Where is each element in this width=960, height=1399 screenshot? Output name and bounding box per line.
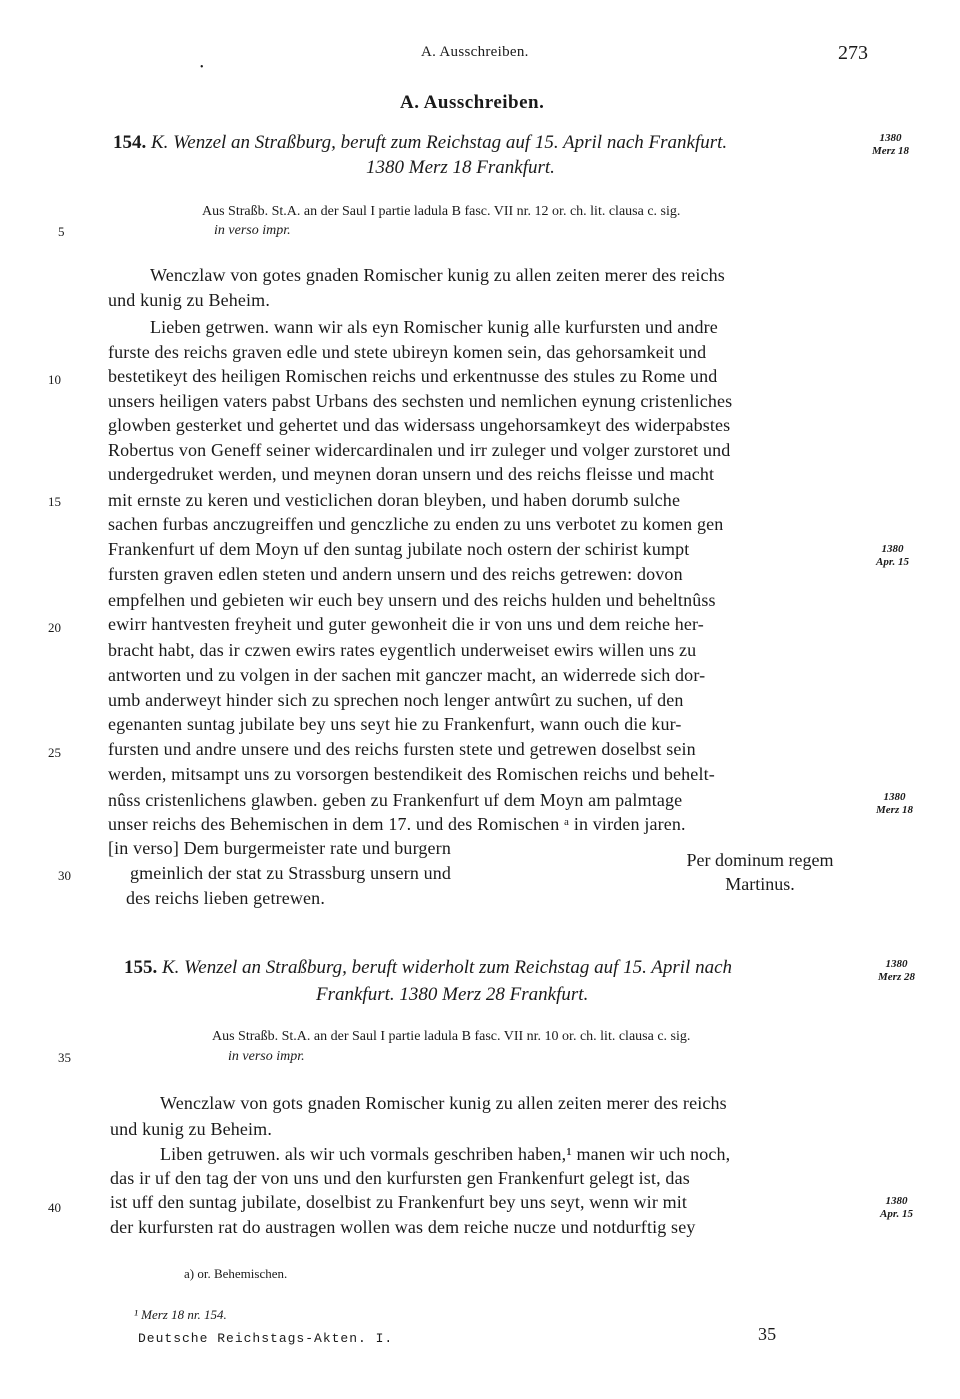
doc155-date-margin: 1380 Merz 28 bbox=[878, 958, 915, 983]
page-number: 273 bbox=[838, 42, 868, 64]
doc154-number: 154. bbox=[113, 132, 147, 153]
doc154-line-21: werden, mitsampt uns zu vorsorgen bestendikeit des Romischen reichs und behelt- bbox=[108, 764, 715, 784]
verso-line-2: gmeinlich der stat zu Strassburg unsern und bbox=[130, 863, 452, 883]
doc154-line-7: glowben gesterket und gehertet und das widersass ungehorsamkeyt des widerpabstes bbox=[108, 415, 731, 435]
doc154-line-8: Robertus von Geneff seiner widercardinalen und irr zuleger und volger zurstoret und bbox=[108, 440, 731, 460]
signature-line-1: Per dominum regem bbox=[686, 850, 834, 870]
doc154-line-10: mit ernste zu keren und vesticlichen doran bleyben, und haben dorumb sulche bbox=[108, 490, 681, 510]
line-number-15: 15 bbox=[48, 494, 61, 509]
doc155-line-5: ist uff den suntag jubilate, doselbist zu Frankenfurt bey uns seyt, wenn wir mit bbox=[110, 1192, 688, 1212]
doc155-line-2: und kunig zu Beheim. bbox=[110, 1119, 272, 1139]
line-number-40: 40 bbox=[48, 1200, 61, 1215]
doc154-line-14: empfelhen und gebieten wir euch bey unsern und des reichs hulden und beheltnûss bbox=[108, 590, 716, 610]
doc154-title-line2: 1380 Merz 18 Frankfurt. bbox=[366, 157, 555, 178]
stray-mark: • bbox=[200, 62, 204, 73]
doc154-line-22: nûss cristenlichens glawben. geben zu Frankenfurt uf dem Moyn am palmtage bbox=[108, 790, 683, 810]
doc155-source-line1: Aus Straßb. St.A. an der Saul I partie ladula B fasc. VII nr. 10 or. ch. lit. clausa c. sig. bbox=[212, 1029, 691, 1044]
footnote-1: ¹ Merz 18 nr. 154. bbox=[134, 1307, 227, 1322]
line-number-25: 25 bbox=[48, 745, 61, 760]
doc155-line-3: Liben getruwen. als wir uch vormals geschriben haben,¹ manen wir uch noch, bbox=[160, 1144, 731, 1164]
doc155-title-line1: K. Wenzel an Straßburg, beruft widerholt zum Reichstag auf 15. April nach bbox=[162, 957, 732, 978]
doc154-line-23: unser reichs des Behemischen in dem 17. und des Romischen ᵃ in virden jaren. bbox=[108, 814, 686, 834]
section-title: A. Ausschreiben. bbox=[400, 92, 545, 113]
line-number-30: 30 bbox=[58, 868, 71, 883]
doc154-line-1: Wenczlaw von gotes gnaden Romischer kunig zu allen zeiten merer des reichs bbox=[150, 265, 725, 285]
doc154-line-12: Frankenfurt uf dem Moyn uf den suntag jubilate noch ostern der schirist kumpt bbox=[108, 539, 690, 559]
doc155-line-4: das ir uf den tag der von uns und den kurfursten gen Frankenfurt gelegt ist, das bbox=[110, 1168, 690, 1188]
doc154-line-5: bestetikeyt des heiligen Romischen reichs und erkentnusse des stules zu Rome und bbox=[108, 366, 718, 386]
doc154-line-9: undergedruket werden, und meynen doran unsern und des reichs fleisse und macht bbox=[108, 464, 715, 484]
doc154-line-16: bracht habt, das ir czwen ewirs rates eygentlich underweiset ewirs willen uns zu bbox=[108, 640, 697, 660]
line-number-10: 10 bbox=[48, 372, 61, 387]
doc154-margin-apr15: 1380 Apr. 15 bbox=[876, 543, 910, 568]
sheet-number: 35 bbox=[758, 1324, 777, 1344]
doc154-line-13: fursten graven edlen steten und andern unsern und des reichs getrewen: dovon bbox=[108, 564, 683, 584]
doc154-heading bbox=[113, 131, 727, 155]
signature-block bbox=[664, 848, 856, 896]
doc154-line-15: ewirr hantvesten freyheit und guter gewonheit die ir von uns und dem reiche her- bbox=[108, 614, 704, 634]
line-number-5: 5 bbox=[58, 224, 65, 239]
doc155-number: 155. bbox=[124, 957, 158, 978]
doc154-source-line1: Aus Straßb. St.A. an der Saul I partie ladula B fasc. VII nr. 12 or. ch. lit. clausa c. sig. bbox=[202, 204, 681, 219]
doc154-title-line1: K. Wenzel an Straßburg, beruft zum Reichstag auf 15. April nach Frankfurt. bbox=[151, 132, 728, 153]
doc155-line-6: der kurfursten rat do austragen wollen was dem reiche nucze und notdurftig sey bbox=[110, 1217, 696, 1237]
doc154-line-3: Lieben getrwen. wann wir als eyn Romischer kunig alle kurfursten und andre bbox=[150, 317, 718, 337]
signature-mark: Deutsche Reichstags-Akten. I. bbox=[138, 1331, 394, 1346]
doc154-line-17: antworten und zu volgen in der sachen mit ganczer macht, an widerrede sich dor- bbox=[108, 665, 706, 685]
doc155-line-1: Wenczlaw von gots gnaden Romischer kunig zu allen zeiten merer des reichs bbox=[160, 1093, 727, 1113]
verso-line-3: des reichs lieben getrewen. bbox=[126, 888, 325, 908]
running-head: A. Ausschreiben. bbox=[421, 44, 529, 60]
line-number-20: 20 bbox=[48, 620, 61, 635]
verso-line-1: [in verso] Dem burgermeister rate und burgern bbox=[108, 838, 451, 858]
doc154-margin-merz18: 1380 Merz 18 bbox=[876, 791, 913, 816]
doc154-line-2: und kunig zu Beheim. bbox=[108, 290, 270, 310]
doc154-date-margin: 1380 Merz 18 bbox=[872, 132, 909, 157]
doc154-line-4: furste des reichs graven edle und stete ubireyn komen sein, das gehorsamkeit und bbox=[108, 342, 707, 362]
doc154-line-18: umb anderweyt hinder sich zu sprechen noch lenger antwûrt zu suchen, uf den bbox=[108, 690, 684, 710]
line-number-35: 35 bbox=[58, 1050, 71, 1065]
doc154-line-6: unsers heiligen vaters pabst Urbans des sechsten und nemlichen eynung cristenliches bbox=[108, 391, 733, 411]
footnote-a: a) or. Behemischen. bbox=[184, 1266, 288, 1281]
signature-line-2: Martinus. bbox=[725, 874, 795, 894]
doc155-title-line2: Frankfurt. 1380 Merz 28 Frankfurt. bbox=[316, 984, 589, 1005]
doc154-line-11: sachen furbas anczugreiffen und genczliche zu enden zu uns verbotet zu komen gen bbox=[108, 514, 724, 534]
doc155-margin-apr15: 1380 Apr. 15 bbox=[880, 1195, 914, 1220]
doc154-line-19: egenanten suntag jubilate bey uns seyt hie zu Frankenfurt, wann ouch die kur- bbox=[108, 714, 682, 734]
doc155-heading bbox=[124, 956, 732, 980]
doc155-source-line2: in verso impr. bbox=[228, 1049, 305, 1064]
doc154-source-line2: in verso impr. bbox=[214, 223, 291, 238]
doc154-line-20: fursten und andre unsere und des reichs fursten stete und getrewen doselbst sein bbox=[108, 739, 696, 759]
